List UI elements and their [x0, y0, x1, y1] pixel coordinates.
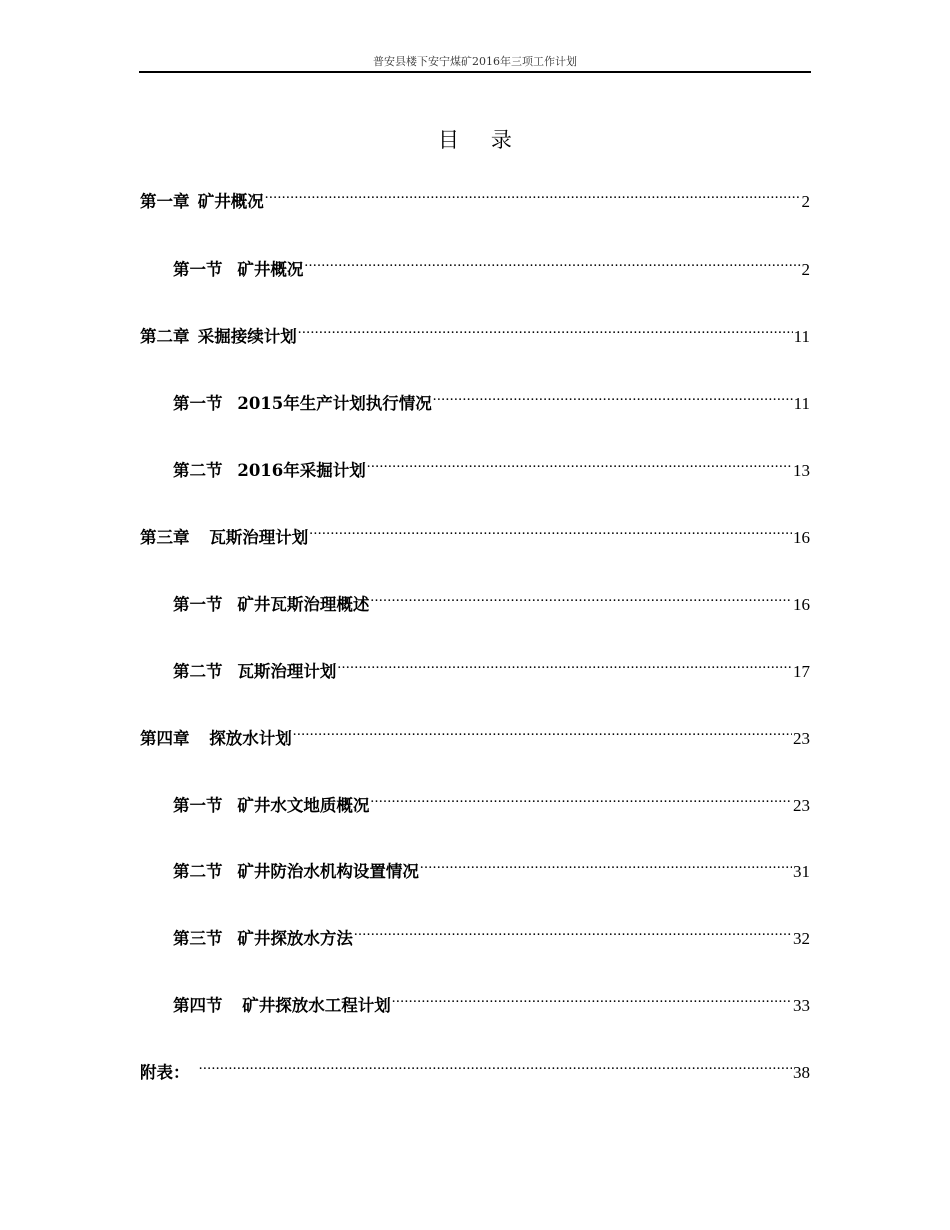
toc-entry-number: 第一节: [173, 394, 223, 413]
toc-page-number: 23: [793, 796, 810, 815]
toc-dot-leader: [370, 586, 792, 610]
toc-entry-chapter-2[interactable]: [140, 318, 810, 346]
toc-entry-section-4-1[interactable]: [173, 787, 810, 815]
toc-entry-label: [140, 526, 308, 550]
toc-entry-title: 瓦斯治理计划: [237, 662, 337, 681]
toc-entry-section-3-1[interactable]: [173, 586, 810, 614]
toc-entry-label: [173, 258, 303, 282]
toc-dot-leader: [420, 853, 792, 877]
toc-entry-section-2-1[interactable]: [173, 385, 810, 413]
toc-entry-title: 探放水计划: [209, 729, 292, 748]
toc-page-number: 16: [793, 528, 810, 547]
toc-entry-label: [173, 660, 336, 684]
header-divider: [139, 71, 811, 73]
toc-entry-label: [140, 727, 292, 751]
toc-page-number: 31: [793, 862, 810, 881]
toc-entry-label: [140, 325, 297, 349]
toc-entry-chapter-3[interactable]: [140, 519, 810, 547]
toc-entry-number: 第一节: [173, 260, 223, 279]
toc-entry-number: 第四章: [140, 729, 190, 748]
toc-dot-leader: [265, 183, 801, 207]
toc-entry-label: [140, 190, 264, 214]
toc-page-number: 11: [793, 394, 810, 413]
toc-entry-chapter-4[interactable]: [140, 720, 810, 748]
toc-page-number: 16: [793, 595, 810, 614]
toc-entry-title: 矿井瓦斯治理概述: [237, 595, 370, 614]
toc-title: 目 录: [438, 128, 525, 152]
toc-entry-title: 2015年生产计划执行情况: [237, 394, 432, 413]
toc-page-number: 11: [793, 327, 810, 346]
toc-dot-leader: [370, 787, 792, 811]
running-header: 普安县楼下安宁煤矿2016年三项工作计划: [373, 55, 577, 68]
toc-entry-number: 第一章: [140, 192, 190, 211]
toc-page-number: 38: [793, 1063, 810, 1082]
toc-page-number: 2: [801, 260, 810, 279]
toc-page-number: 17: [793, 662, 810, 681]
toc-page-number: 33: [793, 996, 810, 1015]
toc-entry-section-1-1[interactable]: [173, 251, 810, 279]
toc-entry-label: [173, 794, 369, 818]
toc-entry-section-4-4[interactable]: [173, 987, 810, 1015]
toc-dot-leader: [298, 318, 793, 342]
toc-dot-leader: [354, 920, 792, 944]
toc-dot-leader: [367, 452, 792, 476]
toc-entry-number: 第一节: [173, 796, 223, 815]
toc-dot-leader: [293, 720, 792, 744]
toc-entry-title: 采掘接续计划: [197, 327, 297, 346]
toc-entry-number: 第四节: [173, 996, 223, 1015]
toc-dot-leader: [199, 1054, 792, 1078]
toc-entry-title: 矿井防治水机构设置情况: [237, 862, 419, 881]
toc-entry-number: 附表：: [140, 1063, 190, 1082]
toc-entry-label: [173, 860, 419, 884]
toc-entry-number: 第一节: [173, 595, 223, 614]
toc-entry-appendix[interactable]: [140, 1054, 810, 1082]
toc-entry-section-4-3[interactable]: [173, 920, 810, 948]
toc-entry-label: [173, 459, 366, 483]
toc-dot-leader: [433, 385, 793, 409]
toc-entry-title: 瓦斯治理计划: [209, 528, 309, 547]
toc-entry-number: 第三节: [173, 929, 223, 948]
toc-entry-chapter-1[interactable]: [140, 183, 810, 211]
toc-entry-label: [173, 392, 432, 416]
toc-entry-title: 矿井探放水方法: [237, 929, 353, 948]
toc-entry-title: 矿井水文地质概况: [237, 796, 370, 815]
toc-dot-leader: [392, 987, 792, 1011]
toc-entry-number: 第二节: [173, 862, 223, 881]
toc-entry-number: 第二节: [173, 461, 223, 480]
toc-entry-label: [140, 1061, 198, 1085]
toc-entry-title: 矿井概况: [197, 192, 264, 211]
toc-entry-number: 第二节: [173, 662, 223, 681]
toc-page-number: 32: [793, 929, 810, 948]
toc-page-number: 2: [801, 192, 810, 211]
toc-entry-title: 矿井探放水工程计划: [242, 996, 391, 1015]
toc-dot-leader: [309, 519, 792, 543]
toc-entry-number: 第三章: [140, 528, 190, 547]
toc-entry-section-3-2[interactable]: [173, 653, 810, 681]
toc-entry-title: 2016年采掘计划: [237, 461, 366, 480]
toc-entry-title: 矿井概况: [237, 260, 304, 279]
toc-dot-leader: [337, 653, 792, 677]
toc-entry-label: [173, 994, 391, 1018]
toc-page-number: 23: [793, 729, 810, 748]
toc-entry-label: [173, 593, 369, 617]
toc-dot-leader: [304, 251, 800, 275]
toc-page-number: 13: [793, 461, 810, 480]
toc-entry-label: [173, 927, 353, 951]
toc-entry-section-2-2[interactable]: [173, 452, 810, 480]
toc-entry-section-4-2[interactable]: [173, 853, 810, 881]
toc-entry-number: 第二章: [140, 327, 190, 346]
